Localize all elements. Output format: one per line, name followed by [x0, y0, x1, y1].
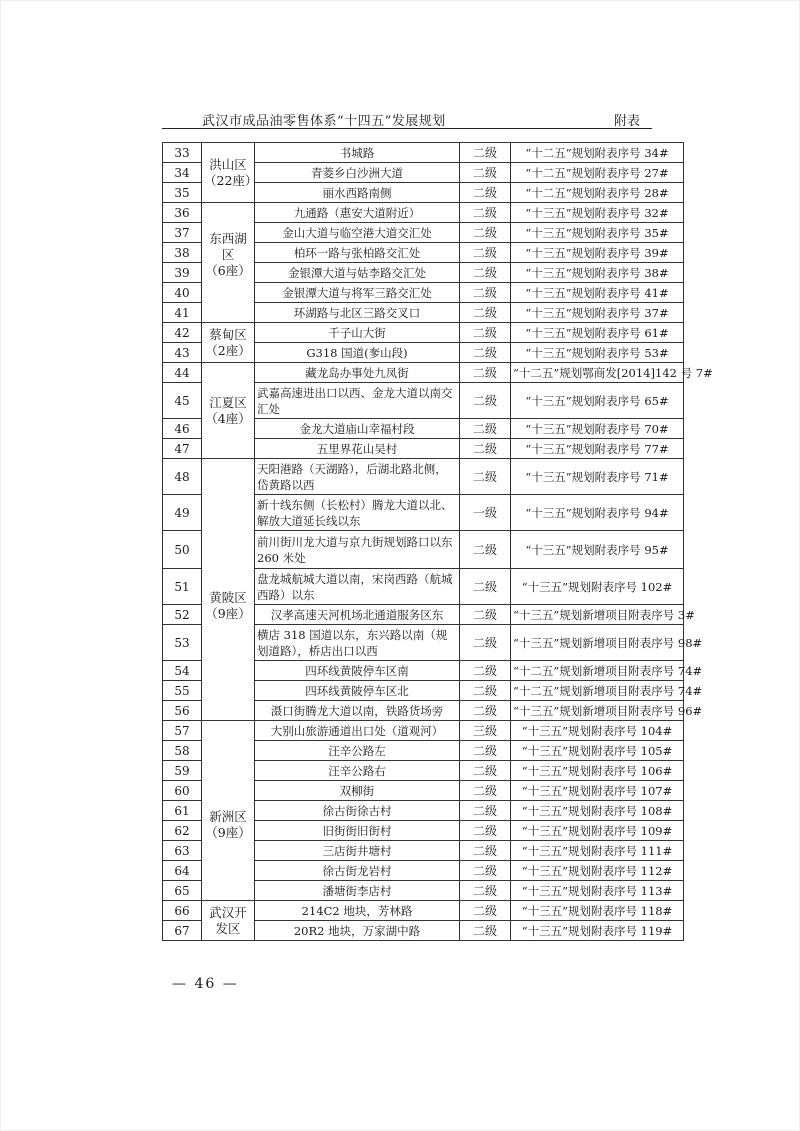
station-level: 二级 — [460, 383, 511, 419]
plan-reference: “十三五”规划新增项目附表序号 3# — [511, 605, 684, 625]
row-number: 60 — [163, 781, 202, 801]
document-title: 武汉市成品油零售体系“十四五”发展规划 — [202, 114, 446, 129]
plan-reference: “十二五”规划附表序号 28# — [511, 183, 684, 203]
station-location: 三店街井塘村 — [255, 841, 460, 861]
station-level: 二级 — [460, 163, 511, 183]
station-location: 横店 318 国道以东，东兴路以南（规划道路），桥店出口以西 — [255, 625, 460, 661]
row-number: 49 — [163, 495, 202, 531]
row-number: 42 — [163, 323, 202, 343]
district-station-count: （4座） — [205, 410, 251, 426]
station-level: 二级 — [460, 741, 511, 761]
plan-reference: “十二五”规划附表序号 27# — [511, 163, 684, 183]
district-station-count: （2座） — [205, 342, 251, 358]
plan-reference: “十三五”规划附表序号 107# — [511, 781, 684, 801]
station-location: 金龙大道庙山幸福村段 — [255, 419, 460, 439]
row-number: 44 — [163, 363, 202, 383]
station-level: 二级 — [460, 781, 511, 801]
station-level: 二级 — [460, 761, 511, 781]
row-number: 54 — [163, 661, 202, 681]
station-level: 二级 — [460, 531, 511, 569]
station-location: 汪辛公路右 — [255, 761, 460, 781]
plan-reference: “十三五”规划附表序号 102# — [511, 569, 684, 605]
station-level: 二级 — [460, 841, 511, 861]
station-level: 二级 — [460, 363, 511, 383]
plan-reference: “十二五”规划附表序号 34# — [511, 143, 684, 163]
plan-reference: “十三五”规划附表序号 106# — [511, 761, 684, 781]
station-location: 柏环一路与张柏路交汇处 — [255, 243, 460, 263]
row-number: 34 — [163, 163, 202, 183]
district-station-count: （9座） — [205, 605, 251, 621]
plan-reference: “十三五”规划附表序号 105# — [511, 741, 684, 761]
plan-reference: “十二五”规划新增项目附表序号 74# — [511, 681, 684, 701]
district-cell-jiangxia — [202, 363, 255, 459]
plan-reference: “十三五”规划附表序号 70# — [511, 419, 684, 439]
row-number: 43 — [163, 343, 202, 363]
row-number: 39 — [163, 263, 202, 283]
station-location: 金银潭大道与将军三路交汇处 — [255, 283, 460, 303]
plan-reference: “十三五”规划附表序号 35# — [511, 223, 684, 243]
row-number: 41 — [163, 303, 202, 323]
station-location: 徐古街徐古村 — [255, 801, 460, 821]
row-number: 66 — [163, 901, 202, 921]
station-location: 九通路（惠安大道附近） — [255, 203, 460, 223]
district-cell-caidian — [202, 323, 255, 363]
station-level: 二级 — [460, 143, 511, 163]
row-number: 67 — [163, 921, 202, 941]
plan-reference: “十三五”规划附表序号 94# — [511, 495, 684, 531]
district-name: 武汉开 — [209, 904, 247, 920]
district-cell-wuhankaifa — [202, 901, 255, 941]
district-name: 蔡甸区 — [209, 326, 247, 342]
station-level: 三级 — [460, 721, 511, 741]
station-level: 二级 — [460, 701, 511, 721]
row-number: 65 — [163, 881, 202, 901]
station-location: 前川街川龙大道与京九街规划路口以东 260 米处 — [255, 531, 460, 569]
station-level: 二级 — [460, 459, 511, 495]
station-location: 丽水西路南侧 — [255, 183, 460, 203]
station-location: 汪辛公路左 — [255, 741, 460, 761]
table-row — [163, 459, 684, 495]
row-number: 64 — [163, 861, 202, 881]
plan-reference: “十三五”规划新增项目附表序号 98# — [511, 625, 684, 661]
plan-reference: “十二五”规划鄂商发[2014]142 号 7# — [511, 363, 684, 383]
row-number: 47 — [163, 439, 202, 459]
station-level: 二级 — [460, 901, 511, 921]
row-number: 35 — [163, 183, 202, 203]
district-station-count: （6座） — [205, 262, 251, 278]
appendix-label: 附表 — [613, 114, 640, 129]
plan-reference: “十三五”规划附表序号 119# — [511, 921, 684, 941]
station-location: 千子山大街 — [255, 323, 460, 343]
station-location: 旧街街旧街村 — [255, 821, 460, 841]
plan-reference: “十三五”规划附表序号 71# — [511, 459, 684, 495]
station-location: 汉孝高速天河机场北通道服务区东 — [255, 605, 460, 625]
station-location: 双柳街 — [255, 781, 460, 801]
station-location: 五里界花山吴村 — [255, 439, 460, 459]
row-number: 36 — [163, 203, 202, 223]
district-station-count: （22座） — [204, 172, 258, 188]
station-location: 徐古街龙岩村 — [255, 861, 460, 881]
plan-reference: “十三五”规划附表序号 108# — [511, 801, 684, 821]
gas-station-plan-table — [162, 142, 713, 941]
plan-reference: “十三五”规划附表序号 113# — [511, 881, 684, 901]
station-level: 二级 — [460, 861, 511, 881]
station-level: 二级 — [460, 661, 511, 681]
station-location: 大别山旅游通道出口处（道观河） — [255, 721, 460, 741]
district-name: 东西湖区 — [209, 230, 247, 262]
station-level: 二级 — [460, 303, 511, 323]
plan-reference: “十三五”规划新增项目附表序号 96# — [511, 701, 684, 721]
station-level: 二级 — [460, 605, 511, 625]
station-location: G318 国道(奓山段) — [255, 343, 460, 363]
station-level: 二级 — [460, 263, 511, 283]
district-cell-huangpi — [202, 459, 255, 721]
table-row — [163, 901, 684, 921]
plan-reference: “十三五”规划附表序号 109# — [511, 821, 684, 841]
plan-reference: “十三五”规划附表序号 53# — [511, 343, 684, 363]
row-number: 57 — [163, 721, 202, 741]
station-level: 二级 — [460, 439, 511, 459]
station-location: 金山大道与临空港大道交汇处 — [255, 223, 460, 243]
district-station-count: （9座） — [205, 824, 251, 840]
station-level: 二级 — [460, 203, 511, 223]
plan-reference: “十三五”规划附表序号 104# — [511, 721, 684, 741]
plan-reference: “十三五”规划附表序号 65# — [511, 383, 684, 419]
header-rule — [162, 128, 652, 129]
row-number: 53 — [163, 625, 202, 661]
station-level: 二级 — [460, 921, 511, 941]
station-level: 二级 — [460, 243, 511, 263]
station-location: 滠口街腾龙大道以南，铁路货场旁 — [255, 701, 460, 721]
row-number: 56 — [163, 701, 202, 721]
station-location: 环湖路与北区三路交叉口 — [255, 303, 460, 323]
row-number: 55 — [163, 681, 202, 701]
plan-reference: “十三五”规划附表序号 32# — [511, 203, 684, 223]
station-level: 二级 — [460, 323, 511, 343]
row-number: 45 — [163, 383, 202, 419]
row-number: 48 — [163, 459, 202, 495]
plan-reference: “十三五”规划附表序号 41# — [511, 283, 684, 303]
row-number: 61 — [163, 801, 202, 821]
station-level: 二级 — [460, 283, 511, 303]
row-number: 63 — [163, 841, 202, 861]
row-number: 62 — [163, 821, 202, 841]
row-number: 37 — [163, 223, 202, 243]
table-row — [163, 363, 684, 383]
plan-reference: “十三五”规划附表序号 118# — [511, 901, 684, 921]
station-level: 二级 — [460, 681, 511, 701]
station-location: 四环线黄陂停车区南 — [255, 661, 460, 681]
table-row — [163, 143, 684, 163]
station-location: 藏龙岛办事处九凤街 — [255, 363, 460, 383]
row-number: 40 — [163, 283, 202, 303]
station-level: 二级 — [460, 821, 511, 841]
station-location: 盘龙城航城大道以南，宋岗西路（航城西路）以东 — [255, 569, 460, 605]
station-level: 二级 — [460, 419, 511, 439]
district-name: 新洲区 — [209, 808, 247, 824]
station-level: 二级 — [460, 343, 511, 363]
district-cell-hongshan — [202, 143, 258, 203]
district-station-count: 发区 — [215, 920, 241, 936]
plan-reference: “十三五”规划附表序号 37# — [511, 303, 684, 323]
table-row — [163, 203, 684, 223]
plan-reference: “十三五”规划附表序号 38# — [511, 263, 684, 283]
station-location: 金银潭大道与姑李路交汇处 — [255, 263, 460, 283]
station-level: 二级 — [460, 881, 511, 901]
station-location: 书城路 — [255, 143, 460, 163]
row-number: 58 — [163, 741, 202, 761]
station-location: 天阳港路（天湖路），后湖北路北侧，岱黄路以西 — [255, 459, 460, 495]
row-number: 52 — [163, 605, 202, 625]
row-number: 50 — [163, 531, 202, 569]
plan-reference: “十三五”规划附表序号 39# — [511, 243, 684, 263]
plan-reference: “十三五”规划附表序号 95# — [511, 531, 684, 569]
row-number: 38 — [163, 243, 202, 263]
station-location: 青菱乡白沙洲大道 — [255, 163, 460, 183]
station-location: 潘塘街李店村 — [255, 881, 460, 901]
plan-reference: “十三五”规划附表序号 77# — [511, 439, 684, 459]
row-number: 59 — [163, 761, 202, 781]
row-number: 33 — [163, 143, 202, 163]
district-name: 黄陂区 — [209, 589, 247, 605]
page-number: — 46 — — [172, 976, 239, 992]
station-level: 二级 — [460, 223, 511, 243]
row-number: 51 — [163, 569, 202, 605]
district-name: 洪山区 — [209, 156, 247, 172]
table-row — [163, 721, 684, 741]
plan-reference: “十三五”规划附表序号 61# — [511, 323, 684, 343]
station-level: 二级 — [460, 569, 511, 605]
district-cell-xinzhou — [202, 721, 255, 901]
station-location: 武嘉高速进出口以西、金龙大道以南交汇处 — [255, 383, 460, 419]
station-location: 四环线黄陂停车区北 — [255, 681, 460, 701]
station-level: 二级 — [460, 625, 511, 661]
district-name: 江夏区 — [209, 394, 247, 410]
station-location: 新十线东侧（长松村）腾龙大道以北、解放大道延长线以东 — [255, 495, 460, 531]
plan-reference: “十三五”规划附表序号 111# — [511, 841, 684, 861]
plan-reference: “十二五”规划新增项目附表序号 74# — [511, 661, 684, 681]
station-level: 二级 — [460, 183, 511, 203]
station-location: 20R2 地块，万家湖中路 — [255, 921, 460, 941]
station-level: 二级 — [460, 801, 511, 821]
district-cell-dongxihu — [202, 203, 255, 323]
station-location: 214C2 地块，芳林路 — [255, 901, 460, 921]
station-level: 一级 — [460, 495, 511, 531]
plan-reference: “十三五”规划附表序号 112# — [511, 861, 684, 881]
row-number: 46 — [163, 419, 202, 439]
running-header — [162, 110, 652, 129]
table-row — [163, 323, 684, 343]
